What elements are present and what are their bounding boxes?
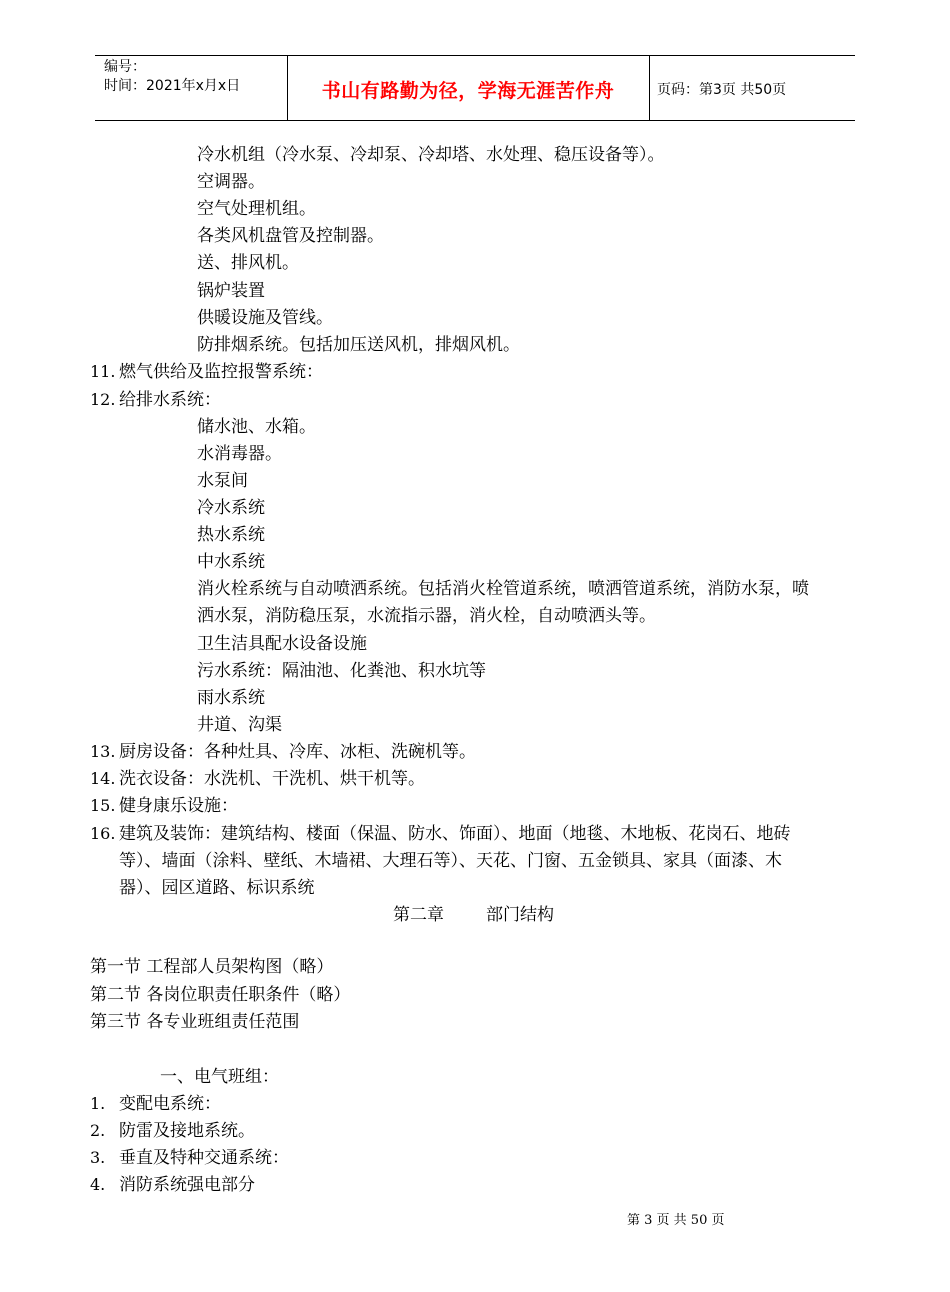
water-item: 水泵间 — [197, 471, 248, 491]
list-number: 4. — [90, 1175, 106, 1194]
section-heading: 第一节 工程部人员架构图（略） — [90, 957, 334, 977]
header-divider-right — [649, 55, 650, 120]
water-item: 储水池、水箱。 — [197, 417, 316, 437]
page-footer: 第 3 页 共 50 页 — [627, 1213, 725, 1228]
list-number: 12. — [90, 390, 116, 409]
list-item-text: 消防系统强电部分 — [119, 1175, 255, 1195]
list-item-text: 健身康乐设施： — [119, 796, 238, 816]
list-item-text: 垂直及特种交通系统： — [119, 1148, 289, 1168]
team-heading: 一、电气班组： — [160, 1067, 279, 1087]
list-item-text: 燃气供给及监控报警系统： — [119, 362, 323, 382]
hvac-item: 送、排风机。 — [197, 253, 299, 273]
list-item-text: 变配电系统： — [119, 1094, 221, 1114]
water-item: 热水系统 — [197, 525, 265, 545]
time-label: 时间：2021年x月x日 — [104, 78, 241, 94]
list-number: 3. — [90, 1148, 106, 1167]
header-bottom-rule — [95, 120, 855, 121]
chapter-title: 部门结构 — [486, 905, 554, 925]
list-item-text: 给排水系统： — [119, 390, 221, 410]
list-item-text: 防雷及接地系统。 — [119, 1121, 255, 1141]
hvac-item: 供暖设施及管线。 — [197, 308, 333, 328]
header-motto: 书山有路勤为径，学海无涯苦作舟 — [321, 80, 615, 102]
water-item: 水消毒器。 — [197, 444, 282, 464]
list-item-text: 建筑及装饰：建筑结构、楼面（保温、防水、饰面）、地面（地毯、木地板、花岗石、地砖 — [119, 824, 791, 844]
section-heading: 第二节 各岗位职责任职条件（略） — [90, 985, 351, 1005]
list-number: 11. — [90, 362, 116, 381]
water-item: 井道、沟渠 — [197, 715, 282, 735]
water-item: 污水系统：隔油池、化粪池、积水坑等 — [197, 661, 486, 681]
serial-label: 编号： — [104, 59, 146, 75]
section-heading: 第三节 各专业班组责任范围 — [90, 1012, 300, 1032]
list-number: 13. — [90, 742, 116, 761]
header-meta — [104, 58, 240, 96]
list-number: 1. — [90, 1094, 106, 1113]
water-item: 冷水系统 — [197, 498, 265, 518]
hvac-item: 各类风机盘管及控制器。 — [197, 226, 384, 246]
list-number: 16. — [90, 824, 116, 843]
list-item-text: 等）、墙面（涂料、壁纸、木墙裙、大理石等）、天花、门窗、五金锁具、家具（面漆、木 — [119, 851, 782, 871]
list-number: 2. — [90, 1121, 106, 1140]
hvac-item: 空气处理机组。 — [197, 199, 316, 219]
list-item-text: 洗衣设备：水洗机、干洗机、烘干机等。 — [119, 769, 425, 789]
hvac-item: 空调器。 — [197, 172, 265, 192]
hvac-item: 冷水机组（冷水泵、冷却泵、冷却塔、水处理、稳压设备等）。 — [197, 145, 665, 165]
hvac-item: 防排烟系统。包括加压送风机，排烟风机。 — [197, 335, 520, 355]
water-item: 雨水系统 — [197, 688, 265, 708]
list-number: 14. — [90, 769, 116, 788]
water-item: 卫生洁具配水设备设施 — [197, 634, 367, 654]
header-page-info: 页码：第3页 共50页 — [657, 82, 787, 98]
chapter-number: 第二章 — [393, 905, 444, 925]
water-item: 中水系统 — [197, 552, 265, 572]
list-number: 15. — [90, 796, 116, 815]
water-item: 消火栓系统与自动喷洒系统。包括消火栓管道系统，喷洒管道系统，消防水泵，喷 — [197, 579, 809, 599]
list-item-text: 器）、园区道路、标识系统 — [119, 878, 315, 898]
header-top-rule — [95, 55, 855, 56]
hvac-item: 锅炉装置 — [197, 281, 265, 301]
water-item: 洒水泵，消防稳压泵，水流指示器，消火栓，自动喷洒头等。 — [197, 606, 656, 626]
list-item-text: 厨房设备：各种灶具、冷库、冰柜、洗碗机等。 — [119, 742, 476, 762]
